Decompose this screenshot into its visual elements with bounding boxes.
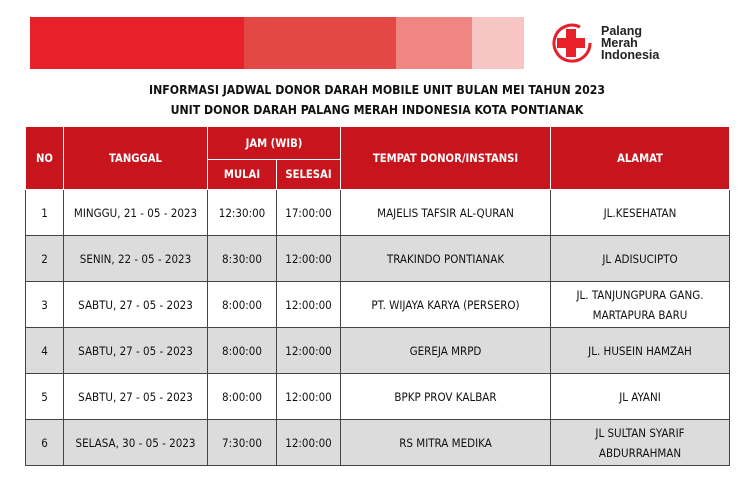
alamat-line-1: JL SULTAN SYARIF (595, 425, 685, 440)
title-line-1: INFORMASI JADWAL DONOR DARAH MOBILE UNIT BULAN MEI TAHUN 2023 (149, 83, 605, 97)
alamat-line-1: JL.KESEHATAN (603, 205, 677, 220)
red-cross-icon (546, 23, 596, 63)
cell-no: 2 (26, 236, 64, 282)
alamat-line-1: JL AYANI (619, 389, 661, 404)
logo-line-1: Palang (601, 24, 642, 38)
cell-tanggal: SENIN, 22 - 05 - 2023 (64, 236, 208, 282)
cell-mulai: 8:00:00 (208, 328, 277, 374)
banner-stripe-red (30, 17, 244, 69)
alamat-line-1: JL. HUSEIN HAMZAH (588, 343, 692, 358)
alamat-line-1: JL. TANJUNGPURA GANG. (576, 287, 704, 302)
alamat-line-2: MARTAPURA BARU (592, 307, 688, 322)
banner-stripe-salmon (396, 17, 472, 69)
cell-alamat (551, 282, 730, 328)
cell-alamat (551, 420, 730, 466)
header-jam: JAM (WIB) (208, 127, 341, 160)
logo-text (601, 25, 659, 61)
cell-no: 3 (26, 282, 64, 328)
cell-tempat: PT. WIJAYA KARYA (PERSERO) (341, 282, 551, 328)
table-row (26, 282, 730, 328)
cell-no: 6 (26, 420, 64, 466)
cell-tempat: GEREJA MRPD (341, 328, 551, 374)
schedule-table (25, 126, 730, 466)
cell-selesai: 17:00:00 (277, 190, 341, 236)
cell-no: 1 (26, 190, 64, 236)
cell-selesai: 12:00:00 (277, 420, 341, 466)
cell-mulai: 8:00:00 (208, 374, 277, 420)
cell-selesai: 12:00:00 (277, 374, 341, 420)
cell-alamat (551, 236, 730, 282)
cell-tempat: BPKP PROV KALBAR (341, 374, 551, 420)
cell-selesai: 12:00:00 (277, 236, 341, 282)
header-mulai: MULAI (208, 160, 277, 190)
alamat-line-1: JL ADISUCIPTO (602, 251, 678, 266)
cell-selesai: 12:00:00 (277, 282, 341, 328)
header-tempat: TEMPAT DONOR/INSTANSI (341, 127, 551, 190)
header-no: NO (26, 127, 64, 190)
cell-no: 5 (26, 374, 64, 420)
cell-mulai: 7:30:00 (208, 420, 277, 466)
cell-tanggal: MINGGU, 21 - 05 - 2023 (64, 190, 208, 236)
table-row (26, 374, 730, 420)
table-row (26, 328, 730, 374)
header-alamat: ALAMAT (551, 127, 730, 190)
cell-no: 4 (26, 328, 64, 374)
cell-selesai: 12:00:00 (277, 328, 341, 374)
alamat-line-2: ABDURRAHMAN (598, 445, 682, 460)
banner-stripe-pink (472, 17, 524, 69)
pmi-logo (546, 22, 659, 64)
cell-mulai: 8:30:00 (208, 236, 277, 282)
header-tanggal: TANGGAL (64, 127, 208, 190)
logo-line-3: Indonesia (601, 48, 660, 62)
table-row (26, 190, 730, 236)
banner-stripe-coral (244, 17, 396, 69)
cell-tempat: RS MITRA MEDIKA (341, 420, 551, 466)
table-row (26, 420, 730, 466)
cell-tempat: MAJELIS TAFSIR AL-QURAN (341, 190, 551, 236)
cell-tanggal: SABTU, 27 - 05 - 2023 (64, 282, 208, 328)
cell-tanggal: SABTU, 27 - 05 - 2023 (64, 374, 208, 420)
cell-mulai: 12:30:00 (208, 190, 277, 236)
table-row (26, 236, 730, 282)
page-title (0, 80, 754, 120)
cell-tanggal: SABTU, 27 - 05 - 2023 (64, 328, 208, 374)
cell-tanggal: SELASA, 30 - 05 - 2023 (64, 420, 208, 466)
cell-mulai: 8:00:00 (208, 282, 277, 328)
cell-alamat (551, 374, 730, 420)
title-line-2: UNIT DONOR DARAH PALANG MERAH INDONESIA KOTA PONTIANAK (170, 103, 584, 117)
cell-alamat (551, 190, 730, 236)
logo-line-2: Merah (601, 36, 638, 50)
cell-alamat (551, 328, 730, 374)
cell-tempat: TRAKINDO PONTIANAK (341, 236, 551, 282)
header-selesai: SELESAI (277, 160, 341, 190)
